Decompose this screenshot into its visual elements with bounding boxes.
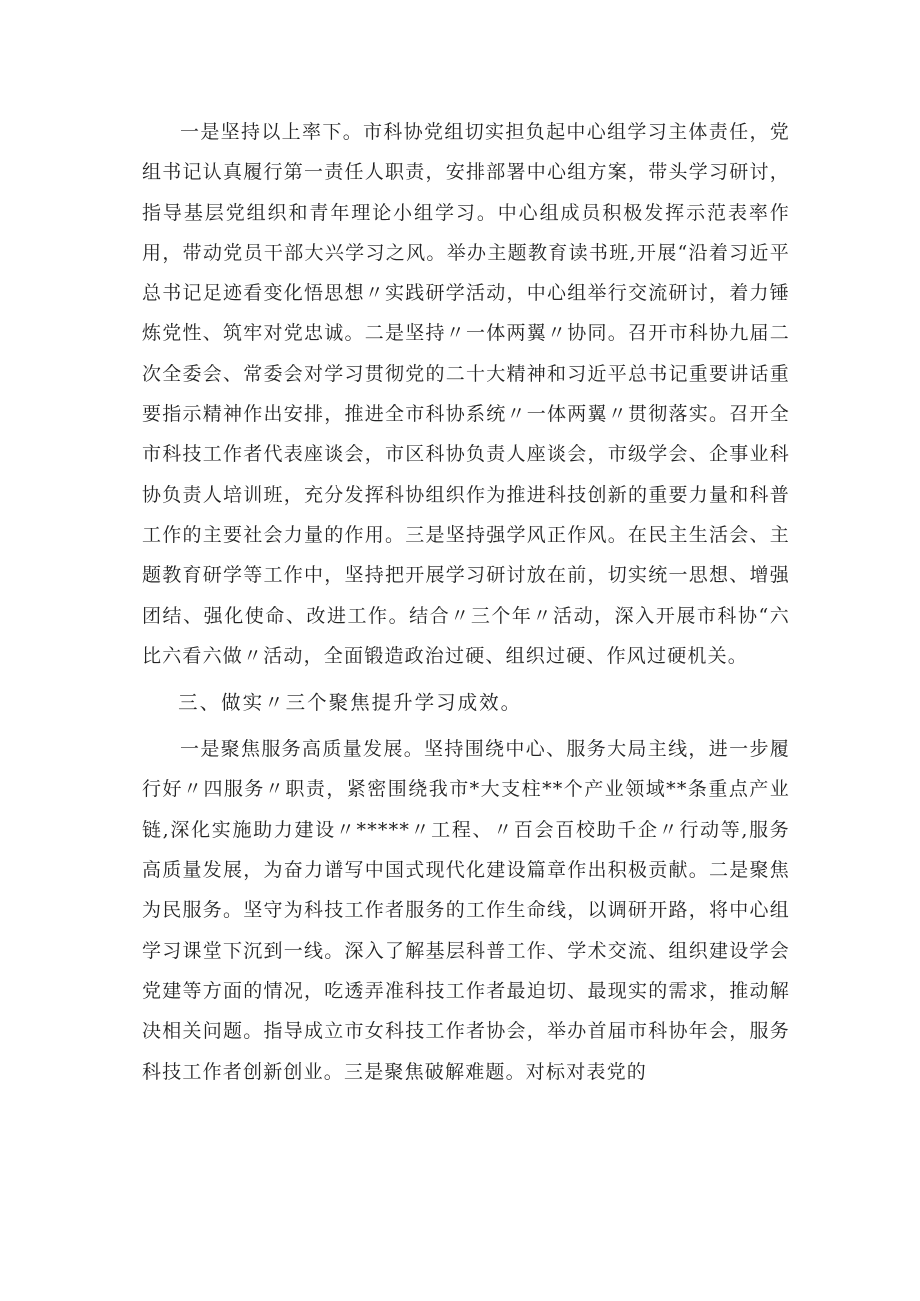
body-paragraph: 一是聚焦服务高质量发展。坚持围绕中心、服务大局主线，进一步履行好〃四服务〃职责，紧密围绕我市*大支柱**个产业领域**条重点产业链,深化实施助力建设〃*****〃工程、〃百会百校助千企〃行动等,服务高质量发展，为奋力谱写中国式现代化建设篇章作出积极贡献。二是聚焦为民服务。坚守为科技工作者服务的工作生命线，以调研开路，将中心组学习课堂下沉到一线。深入了解基层科普工作、学术交流、组织建设学会党建等方面的情况，吃透弄准科技工作者最迫切、最现实的需求，推动解决相关问题。指导成立市女科技工作者协会，举办首届市科协年会，服务科技工作者创新创业。三是聚焦破解难题。对标对表党的 — [142, 738, 790, 1083]
document-body — [142, 112, 790, 1092]
body-paragraph: 一是坚持以上率下。市科协党组切实担负起中心组学习主体责任，党组书记认真履行第一责任人职责，安排部署中心组方案，带头学习研讨，指导基层党组织和青年理论小组学习。中心组成员积极发挥示范表率作用，带动党员干部大兴学习之风。举办主题教育读书班,开展“沿着习近平总书记足迹看变化悟思想〃实践研学活动，中心组举行交流研讨，着力锤炼党性、筑牢对党忠诚。二是坚持〃一体两翼〃协同。召开市科协九届二次全委会、常委会对学习贯彻党的二十大精神和习近平总书记重要讲话重要指示精神作出安排，推进全市科协系统〃一体两翼〃贯彻落实。召开全市科技工作者代表座谈会，市区科协负责人座谈会，市级学会、企事业科协负责人培训班，充分发挥科协组织作为推进科技创新的重要力量和科普工作的主要社会力量的作用。三是坚持强学风正作风。在民主生活会、主题教育研学等工作中，坚持把开展学习研讨放在前，切实统一思想、增强团结、强化使命、改进工作。结合〃三个年〃活动，深入开展市科协“六比六看六做〃活动，全面锻造政治过硬、组织过硬、作风过硬机关。 — [142, 121, 790, 667]
section-heading: 三、做实〃三个聚焦提升学习成效。 — [178, 691, 523, 715]
